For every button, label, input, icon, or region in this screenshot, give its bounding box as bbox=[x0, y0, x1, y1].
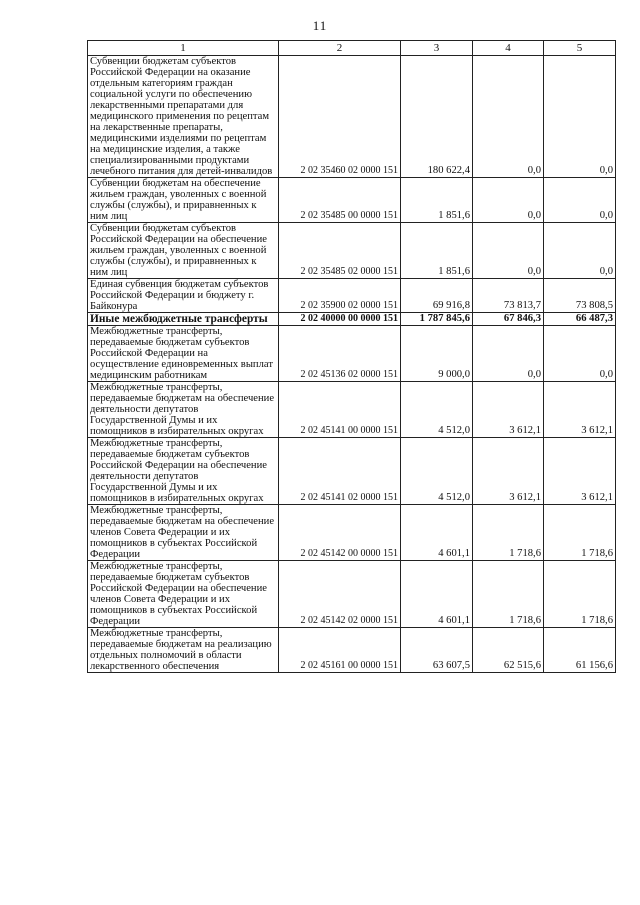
table-row bbox=[88, 56, 616, 178]
row-value-3: 0,0 bbox=[544, 223, 616, 279]
column-header: 3 bbox=[401, 41, 473, 56]
table-row bbox=[88, 223, 616, 279]
row-value-2: 0,0 bbox=[473, 223, 544, 279]
row-value-1: 4 601,1 bbox=[401, 561, 473, 628]
row-value-2: 1 718,6 bbox=[473, 561, 544, 628]
row-code: 2 02 35485 00 0000 151 bbox=[279, 178, 401, 223]
row-value-2: 0,0 bbox=[473, 178, 544, 223]
row-value-3: 61 156,6 bbox=[544, 628, 616, 673]
row-code: 2 02 45141 00 0000 151 bbox=[279, 382, 401, 438]
row-value-2: 3 612,1 bbox=[473, 438, 544, 505]
row-name: Субвенции бюджетам субъектов Российской Федерации на оказание отдельным категориям граждан социальной услуги по обеспечению лекарственными препаратами для медицинского применения по рецептам на лекарственные препараты, медицинскими изделиями по рецептам на медицинские изделия, а также специализированными продуктами лечебного питания для детей-инвалидов bbox=[88, 56, 279, 178]
row-code: 2 02 35460 02 0000 151 bbox=[279, 56, 401, 178]
row-name: Иные межбюджетные трансферты bbox=[88, 313, 279, 326]
row-value-1: 4 512,0 bbox=[401, 382, 473, 438]
page-number: 11 bbox=[312, 18, 328, 33]
row-value-1: 1 851,6 bbox=[401, 178, 473, 223]
row-code: 2 02 35485 02 0000 151 bbox=[279, 223, 401, 279]
table-row bbox=[88, 561, 616, 628]
table-row bbox=[88, 178, 616, 223]
row-name: Субвенции бюджетам субъектов Российской Федерации на обеспечение жильем граждан, уволенных с военной службы (службы), и приравненных к ним лиц bbox=[88, 223, 279, 279]
row-value-1: 1 787 845,6 bbox=[401, 313, 473, 326]
row-code: 2 02 45142 02 0000 151 bbox=[279, 561, 401, 628]
table-header-row bbox=[88, 41, 616, 56]
row-value-2: 0,0 bbox=[473, 56, 544, 178]
column-header: 2 bbox=[279, 41, 401, 56]
row-name: Межбюджетные трансферты, передаваемые бюджетам субъектов Российской Федерации на обеспечение деятельности депутатов Государственной Думы и их помощников в избирательных округах bbox=[88, 438, 279, 505]
row-value-1: 63 607,5 bbox=[401, 628, 473, 673]
row-name: Субвенции бюджетам на обеспечение жильем граждан, уволенных с военной службы (службы), и приравненных к ним лиц bbox=[88, 178, 279, 223]
row-value-3: 1 718,6 bbox=[544, 505, 616, 561]
row-name: Межбюджетные трансферты, передаваемые бюджетам субъектов Российской Федерации на осуществление единовременных выплат медицинским работникам bbox=[88, 326, 279, 382]
row-code: 2 02 45136 02 0000 151 bbox=[279, 326, 401, 382]
row-name: Межбюджетные трансферты, передаваемые бюджетам на обеспечение деятельности депутатов Государственной Думы и их помощников в избирательных округах bbox=[88, 382, 279, 438]
row-code: 2 02 45142 00 0000 151 bbox=[279, 505, 401, 561]
row-value-3: 1 718,6 bbox=[544, 561, 616, 628]
row-value-2: 1 718,6 bbox=[473, 505, 544, 561]
row-value-1: 4 601,1 bbox=[401, 505, 473, 561]
table-row bbox=[88, 326, 616, 382]
row-value-2: 67 846,3 bbox=[473, 313, 544, 326]
table-row-total bbox=[88, 313, 616, 326]
row-value-1: 180 622,4 bbox=[401, 56, 473, 178]
row-name: Единая субвенция бюджетам субъектов Российской Федерации и бюджету г. Байконура bbox=[88, 279, 279, 313]
row-value-3: 3 612,1 bbox=[544, 382, 616, 438]
row-value-2: 62 515,6 bbox=[473, 628, 544, 673]
row-code: 2 02 35900 02 0000 151 bbox=[279, 279, 401, 313]
column-header: 1 bbox=[88, 41, 279, 56]
row-value-3: 73 808,5 bbox=[544, 279, 616, 313]
row-value-3: 0,0 bbox=[544, 178, 616, 223]
row-value-1: 4 512,0 bbox=[401, 438, 473, 505]
row-code: 2 02 40000 00 0000 151 bbox=[279, 313, 401, 326]
table-row bbox=[88, 628, 616, 673]
row-value-2: 73 813,7 bbox=[473, 279, 544, 313]
table-row bbox=[88, 505, 616, 561]
row-name: Межбюджетные трансферты, передаваемые бюджетам субъектов Российской Федерации на обеспечение членов Совета Федерации и их помощников в субъектах Российской Федерации bbox=[88, 561, 279, 628]
column-header: 4 bbox=[473, 41, 544, 56]
row-value-3: 3 612,1 bbox=[544, 438, 616, 505]
table-row bbox=[88, 382, 616, 438]
row-value-1: 1 851,6 bbox=[401, 223, 473, 279]
row-value-3: 66 487,3 bbox=[544, 313, 616, 326]
row-value-1: 69 916,8 bbox=[401, 279, 473, 313]
row-code: 2 02 45141 02 0000 151 bbox=[279, 438, 401, 505]
table-row bbox=[88, 279, 616, 313]
row-value-1: 9 000,0 bbox=[401, 326, 473, 382]
row-value-3: 0,0 bbox=[544, 326, 616, 382]
table-row bbox=[88, 438, 616, 505]
row-value-2: 0,0 bbox=[473, 326, 544, 382]
row-name: Межбюджетные трансферты, передаваемые бюджетам на реализацию отдельных полномочий в области лекарственного обеспечения bbox=[88, 628, 279, 673]
row-value-3: 0,0 bbox=[544, 56, 616, 178]
budget-table bbox=[87, 40, 616, 673]
row-name: Межбюджетные трансферты, передаваемые бюджетам на обеспечение членов Совета Федерации и их помощников в субъектах Российской Федерации bbox=[88, 505, 279, 561]
row-value-2: 3 612,1 bbox=[473, 382, 544, 438]
column-header: 5 bbox=[544, 41, 616, 56]
row-code: 2 02 45161 00 0000 151 bbox=[279, 628, 401, 673]
